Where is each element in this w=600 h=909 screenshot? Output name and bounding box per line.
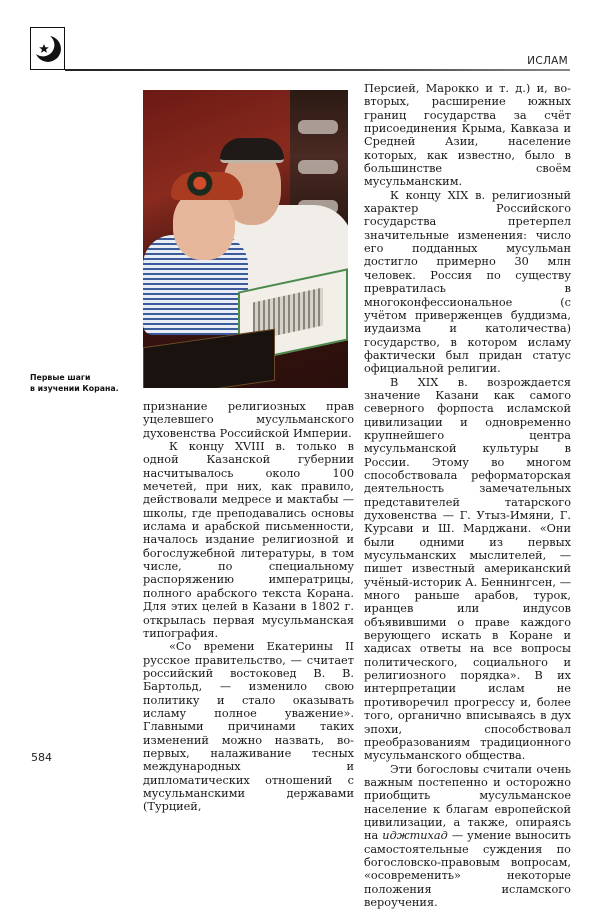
photo-boy-head — [173, 190, 235, 260]
section-title: ИСЛАМ — [527, 55, 568, 67]
paragraph — [364, 763, 571, 909]
paragraph: «Со времени Екатерины II русское правительство, — считает российский востоковед В. В. Бартольд, — изменило свою политику и стало оказывать исламу полное уважение». Главными причинами таких изменений можно назвать, во-первых, налаживание тесных международных и дипломатических отношений с мусульманскими державами (Турцией, — [143, 640, 354, 814]
paragraph: В XIX в. возрождается значение Казани как самого северного форпоста исламской цивилизации и одновременно крупнейшего центра мусульманской культуры в России. Этому во многом способствовала реформаторская деятельность замечательных представителей татарского духовенства — Г. Утыз-Имяни, Г. Курсави и Ш. Марджани. «Они были одними из первых мусульманских мыслителей, — пишет известный американский учёный-историк А. Беннингсен, — много раньше арабов, турок, иранцев или индусов объявившими о праве каждого верующего искать в Коране и хадисах ответы на все вопросы политического, социального и религиозного порядка». В их интерпретации ислам не противоречил прогрессу и, более того, органично вписываясь в дух эпохи, способствовал преобразованиям традиционного мусульманского общества. — [364, 375, 571, 763]
header-rule — [65, 69, 570, 71]
paragraph-text: — умение выносить самостоятельные суждения по богословско-правовым вопросам, «осовременить» некоторые положения исламского вероучения. — [364, 829, 572, 909]
photo-caption — [30, 372, 140, 394]
paragraph: К концу XIX в. религиозный характер Российского государства претерпел значительные изменения: число его подданных мусульман достигло примерно 30 млн человек. Россия по существу превратилась в многоконфессиональное (с учётом приверженцев буддизма, иудаизма и католичества) государство, в котором исламу фактически был придан статус официальной религии. — [364, 188, 571, 376]
caption-line: в изучении Корана. — [30, 384, 119, 393]
section-logo — [30, 27, 65, 70]
page-number: 584 — [31, 751, 52, 764]
photo-koran-study — [143, 90, 348, 388]
paragraph-text: Эти богословы считали очень важным постепенно и осторожно приобщить мусульманское население к благам европейской цивилизации, а также, опираясь на — [364, 762, 571, 843]
italic-term: иджтихад — [382, 829, 448, 843]
caption-line: Первые шаги — [30, 373, 91, 382]
text-column-left — [143, 400, 354, 814]
photo-man-skullcap — [220, 138, 284, 163]
paragraph: Персией, Марокко и т. д.) и, во-вторых, расширение южных границ государства за счёт присоединения Крыма, Кавказа и Средней Азии, население которых, как известно, было в большинстве своём мусульманским. — [364, 82, 571, 189]
photo-closed-book — [143, 329, 275, 388]
text-column-right — [364, 82, 571, 909]
paragraph: признание религиозных прав уцелевшего мусульманского духовенства Российской Империи. — [143, 400, 354, 440]
photo-boy-skullcap — [171, 172, 243, 200]
paragraph: К концу XVIII в. только в одной Казанской губернии насчитывалось около 100 мечетей, при них, как правило, действовали медресе и мактабы — школы, где преподавались основы ислама и арабской письменности, началось издание религиозной и богослужебной литературы, в том числе, по специальному распоряжению императрицы, полного арабского текста Корана. Для этих целей в Казани в 1802 г. открылась первая мусульманская типография. — [143, 440, 354, 640]
crescent-star-icon — [33, 33, 63, 65]
